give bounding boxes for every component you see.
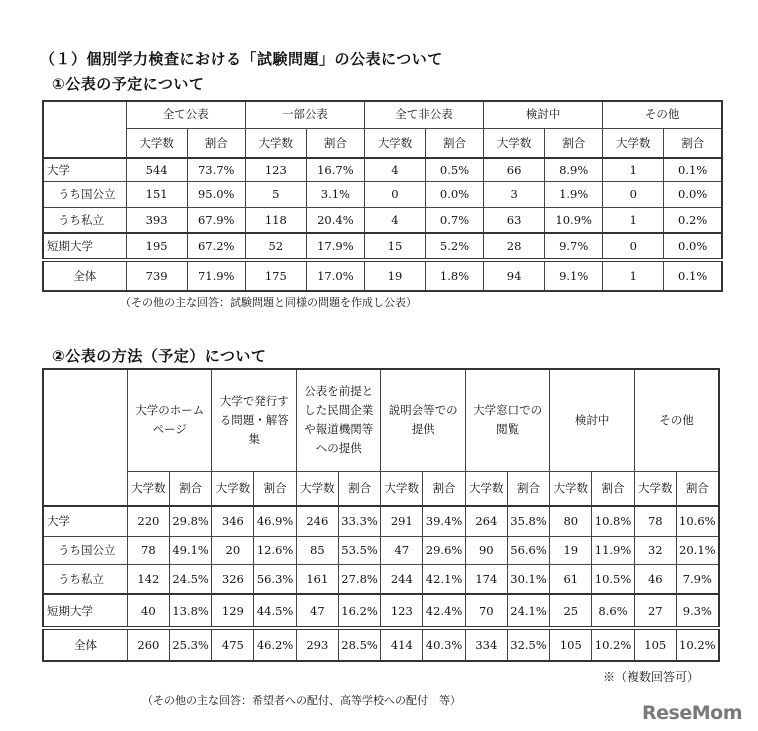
ratio-cell: 16.7% [306,158,364,181]
ratio-cell: 25.3% [169,628,212,661]
count-cell: 20 [212,536,254,564]
ratio-cell: 17.0% [306,260,364,291]
count-cell: 334 [465,628,507,661]
table-row [43,181,722,207]
section2-note: （その他の主な回答：希望者への配付、高等学校への配付 等） [142,694,461,707]
count-cell: 264 [465,506,507,536]
count-cell: 414 [381,628,423,661]
ratio-header: 割合 [545,128,603,158]
ratio-header: 割合 [676,471,719,506]
count-cell: 40 [128,594,170,628]
count-header: 大学数 [381,471,423,506]
ratio-cell: 9.3% [676,594,719,628]
count-header: 大学数 [550,471,592,506]
count-cell: 1 [603,158,664,181]
ratio-cell: 10.9% [545,207,603,233]
group-header: 大学のホームページ [128,369,212,471]
count-cell: 544 [126,158,187,181]
count-cell: 28 [484,233,545,260]
ratio-cell: 0.7% [426,207,484,233]
row-label: 短期大学 [43,233,126,260]
group-header: その他 [603,101,722,128]
ratio-cell: 27.8% [338,564,381,594]
ratio-cell: 42.4% [423,594,466,628]
ratio-header: 割合 [187,128,245,158]
corner-cell [43,101,126,158]
table-row [43,233,722,260]
ratio-cell: 3.1% [306,181,364,207]
ratio-cell: 56.6% [507,536,550,564]
count-cell: 27 [634,594,676,628]
count-cell: 47 [296,594,338,628]
group-header: 大学で発行する問題・解答集 [212,369,296,471]
ratio-header: 割合 [507,471,550,506]
count-cell: 66 [484,158,545,181]
count-cell: 346 [212,506,254,536]
count-header: 大学数 [212,471,254,506]
count-cell: 63 [484,207,545,233]
row-label: うち国公立 [43,181,126,207]
ratio-cell: 30.1% [507,564,550,594]
count-cell: 105 [634,628,676,661]
ratio-header: 割合 [664,128,722,158]
ratio-cell: 0.1% [664,260,722,291]
count-cell: 0 [603,233,664,260]
ratio-cell: 24.5% [169,564,212,594]
ratio-cell: 0.1% [664,158,722,181]
ratio-cell: 35.8% [507,506,550,536]
count-cell: 70 [465,594,507,628]
group-header: 一部公表 [245,101,364,128]
ratio-cell: 73.7% [187,158,245,181]
ratio-cell: 71.9% [187,260,245,291]
count-header: 大学数 [465,471,507,506]
count-cell: 118 [245,207,306,233]
count-cell: 260 [128,628,170,661]
ratio-cell: 40.3% [423,628,466,661]
ratio-header: 割合 [423,471,466,506]
count-cell: 123 [245,158,306,181]
count-cell: 32 [634,536,676,564]
count-header: 大学数 [484,128,545,158]
ratio-cell: 0.0% [664,233,722,260]
group-header: 全て公表 [126,101,245,128]
ratio-cell: 53.5% [338,536,381,564]
ratio-header: 割合 [306,128,364,158]
ratio-cell: 32.5% [507,628,550,661]
ratio-cell: 8.6% [592,594,635,628]
row-label: 短期大学 [43,594,128,628]
ratio-cell: 29.6% [423,536,466,564]
ratio-cell: 49.1% [169,536,212,564]
ratio-cell: 24.1% [507,594,550,628]
ratio-cell: 10.6% [676,506,719,536]
count-cell: 3 [484,181,545,207]
ratio-cell: 44.5% [254,594,297,628]
count-cell: 0 [603,181,664,207]
ratio-cell: 9.7% [545,233,603,260]
count-header: 大学数 [296,471,338,506]
ratio-cell: 28.5% [338,628,381,661]
count-cell: 175 [245,260,306,291]
ratio-header: 割合 [338,471,381,506]
count-cell: 393 [126,207,187,233]
count-cell: 47 [381,536,423,564]
count-cell: 151 [126,181,187,207]
count-cell: 61 [550,564,592,594]
count-cell: 19 [364,260,425,291]
ratio-header: 割合 [592,471,635,506]
ratio-cell: 7.9% [676,564,719,594]
ratio-cell: 42.1% [423,564,466,594]
group-header: 大学窓口での閲覧 [465,369,549,471]
count-cell: 94 [484,260,545,291]
ratio-cell: 33.3% [338,506,381,536]
count-cell: 739 [126,260,187,291]
row-label: うち国公立 [43,536,128,564]
count-cell: 78 [634,506,676,536]
section1-heading: ①公表の予定について [52,75,205,93]
ratio-cell: 12.6% [254,536,297,564]
publication-plan-table [42,100,723,292]
ratio-cell: 95.0% [187,181,245,207]
resemom-logo: ReseMom [642,702,742,724]
group-header: 検討中 [484,101,603,128]
count-cell: 161 [296,564,338,594]
ratio-cell: 46.2% [254,628,297,661]
count-cell: 52 [245,233,306,260]
ratio-cell: 10.8% [592,506,635,536]
count-header: 大学数 [126,128,187,158]
table-row [43,506,719,536]
count-cell: 85 [296,536,338,564]
count-header: 大学数 [364,128,425,158]
count-cell: 293 [296,628,338,661]
count-cell: 15 [364,233,425,260]
count-header: 大学数 [603,128,664,158]
count-header: 大学数 [128,471,170,506]
ratio-cell: 9.1% [545,260,603,291]
count-cell: 246 [296,506,338,536]
row-label: 大学 [43,158,126,181]
count-cell: 1 [603,260,664,291]
table-row [43,158,722,181]
ratio-cell: 11.9% [592,536,635,564]
ratio-cell: 10.2% [592,628,635,661]
ratio-cell: 39.4% [423,506,466,536]
ratio-cell: 13.8% [169,594,212,628]
ratio-cell: 5.2% [426,233,484,260]
ratio-header: 割合 [426,128,484,158]
corner-cell [43,369,128,506]
ratio-cell: 20.4% [306,207,364,233]
count-cell: 326 [212,564,254,594]
count-cell: 19 [550,536,592,564]
count-cell: 90 [465,536,507,564]
row-label: 全体 [43,628,128,661]
ratio-cell: 17.9% [306,233,364,260]
multiple-answers-note: ※（複数回答可） [603,670,700,684]
publication-method-table [42,368,720,662]
count-cell: 46 [634,564,676,594]
section2-heading: ②公表の方法（予定）について [52,347,267,365]
ratio-cell: 0.5% [426,158,484,181]
section1-note: （その他の主な回答：試験問題と同様の問題を作成し公表） [120,296,417,309]
ratio-cell: 8.9% [545,158,603,181]
ratio-cell: 20.1% [676,536,719,564]
count-cell: 129 [212,594,254,628]
count-cell: 123 [381,594,423,628]
count-cell: 25 [550,594,592,628]
count-cell: 195 [126,233,187,260]
ratio-cell: 67.9% [187,207,245,233]
table-row [43,594,719,628]
count-header: 大学数 [245,128,306,158]
row-label: うち私立 [43,207,126,233]
ratio-cell: 10.2% [676,628,719,661]
count-cell: 291 [381,506,423,536]
ratio-header: 割合 [254,471,297,506]
table-row [43,628,719,661]
count-cell: 220 [128,506,170,536]
table-row [43,536,719,564]
count-cell: 4 [364,158,425,181]
count-cell: 174 [465,564,507,594]
ratio-cell: 10.5% [592,564,635,594]
ratio-cell: 0.2% [664,207,722,233]
group-header: 全て非公表 [364,101,483,128]
count-cell: 475 [212,628,254,661]
ratio-header: 割合 [169,471,212,506]
ratio-cell: 67.2% [187,233,245,260]
page-title: （１）個別学力検査における「試験問題」の公表について [40,50,443,68]
group-header: 検討中 [550,369,634,471]
ratio-cell: 1.8% [426,260,484,291]
ratio-cell: 0.0% [426,181,484,207]
count-cell: 78 [128,536,170,564]
ratio-cell: 56.3% [254,564,297,594]
count-cell: 1 [603,207,664,233]
ratio-cell: 29.8% [169,506,212,536]
count-cell: 244 [381,564,423,594]
group-header: その他 [634,369,719,471]
group-header: 公表を前提とした民間企業や報道機関等への提供 [296,369,380,471]
ratio-cell: 0.0% [664,181,722,207]
row-label: うち私立 [43,564,128,594]
ratio-cell: 16.2% [338,594,381,628]
count-cell: 0 [364,181,425,207]
table-row [43,564,719,594]
ratio-cell: 1.9% [545,181,603,207]
ratio-cell: 46.9% [254,506,297,536]
row-label: 大学 [43,506,128,536]
count-cell: 105 [550,628,592,661]
row-label: 全体 [43,260,126,291]
group-header: 説明会等での提供 [381,369,465,471]
count-cell: 5 [245,181,306,207]
count-cell: 142 [128,564,170,594]
table-row [43,260,722,291]
count-header: 大学数 [634,471,676,506]
table-row [43,207,722,233]
count-cell: 80 [550,506,592,536]
count-cell: 4 [364,207,425,233]
